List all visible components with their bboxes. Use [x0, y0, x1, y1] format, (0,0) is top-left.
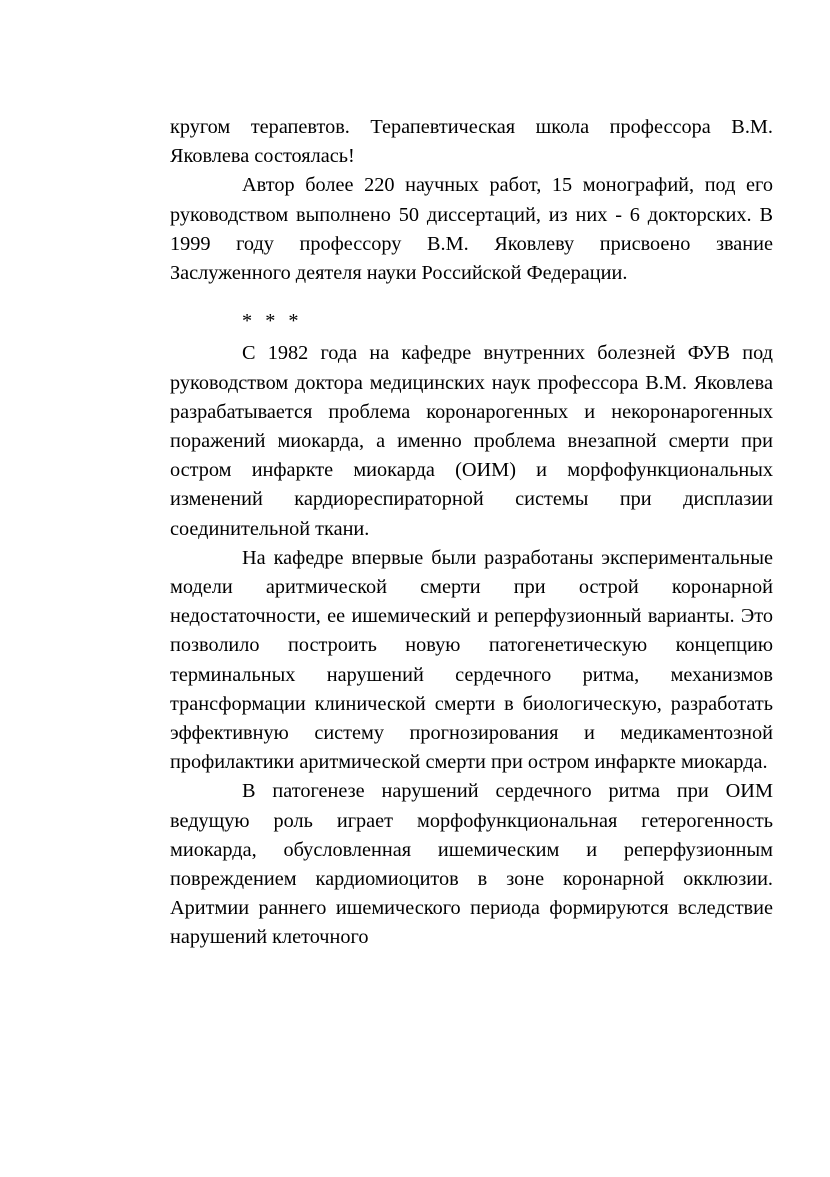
paragraph-continuation: кругом терапевтов. Терапевтическая школа профессора В.М. Яковлева состоялась!: [170, 116, 773, 168]
paragraph-author-works: Автор более 220 научных работ, 15 монографий, под его руководством выполнено 50 диссертаций, из них - 6 докторских. В 1999 году профессору В.М. Яковлеву присвоено звание Заслуженного деятеля науки Российской Федерации.: [170, 174, 773, 285]
section-separator: * * *: [242, 310, 303, 333]
paragraph-pathogenesis: В патогенезе нарушений сердечного ритма при ОИМ ведущую роль играет морфофункциональная гетерогенность миокарда, обусловленная ишемическим и реперфузионным повреждением кардиомиоцитов в зоне коронарной окклюзии. Аритмии раннего ишемического периода формируются вследствие нарушений клеточного: [170, 780, 773, 949]
paragraph-research-problem: С 1982 года на кафедре внутренних болезней ФУВ под руководством доктора медицинских наук профессора В.М. Яковлева разрабатывается проблема коронарогенных и некоронарогенных поражений миокарда, а именно проблема внезапной смерти при остром инфаркте миокарда (ОИМ) и морфофункциональных изменений кардиореспираторной системы при дисплазии соединительной ткани.: [170, 342, 773, 540]
paragraph-experimental-models: На кафедре впервые были разработаны экспериментальные модели аритмической смерти при острой коронарной недостаточности, ее ишемический и реперфузионный варианты. Это позволило построить новую патогенетическую концепцию терминальных нарушений сердечного ритма, механизмов трансформации клинической смерти в биологическую, разработать эффективную систему прогнозирования и медикаментозной профилактики аритмической смерти при остром инфаркте миокарда.: [170, 546, 773, 774]
document-page: [170, 113, 773, 953]
